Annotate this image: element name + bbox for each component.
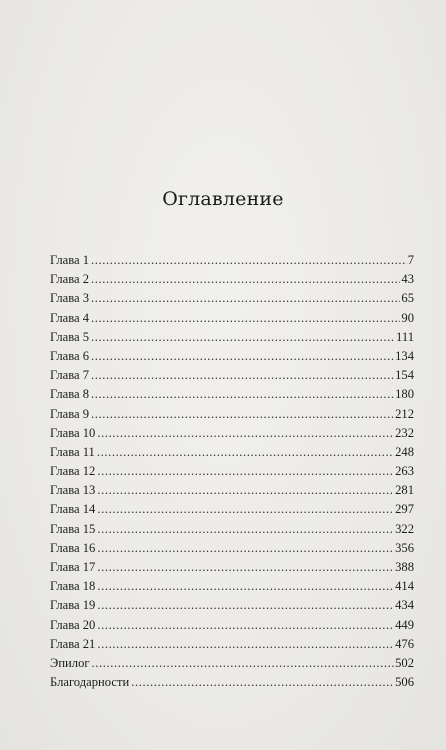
toc-entry xyxy=(50,500,414,519)
toc-entry-label: Глава 20 xyxy=(50,617,96,632)
toc-entry-page-number: 414 xyxy=(395,579,414,594)
toc-entry-page-number: 154 xyxy=(395,368,414,383)
toc-leader-dots xyxy=(97,481,394,500)
toc-entry xyxy=(50,366,414,385)
toc-entry xyxy=(50,596,414,615)
toc-entry-label: Глава 9 xyxy=(50,406,90,421)
toc-leader-dots xyxy=(91,405,394,424)
toc-entry xyxy=(50,443,414,462)
toc-entry xyxy=(50,251,414,270)
toc-entry-page-number: 281 xyxy=(395,483,414,498)
toc-entry xyxy=(50,654,414,673)
toc-entry-label: Глава 21 xyxy=(50,636,96,651)
toc-entry-page-number: 134 xyxy=(395,348,414,363)
toc-entry-label: Глава 1 xyxy=(50,253,90,267)
toc-entry xyxy=(50,347,414,366)
page-title: Оглавление xyxy=(162,188,284,210)
toc-leader-dots xyxy=(97,424,394,443)
toc-entry xyxy=(50,577,414,596)
toc-entry-page-number: 65 xyxy=(401,291,414,306)
toc-leader-dots xyxy=(97,462,394,481)
toc-entry xyxy=(50,481,414,500)
toc-entry-label: Глава 17 xyxy=(50,560,96,574)
toc-leader-dots xyxy=(91,270,400,289)
toc-entry-page-number: 506 xyxy=(395,675,414,690)
toc-entry xyxy=(50,462,414,481)
toc-leader-dots xyxy=(97,577,394,596)
toc-entry-page-number: 388 xyxy=(395,560,414,574)
toc-entry-page-number: 476 xyxy=(395,636,414,651)
toc-entry-page-number: 43 xyxy=(401,272,414,287)
toc-leader-dots xyxy=(92,654,395,673)
table-of-contents xyxy=(50,251,414,692)
toc-entry-label: Глава 18 xyxy=(50,579,96,594)
toc-entry-label: Глава 8 xyxy=(50,387,90,402)
toc-leader-dots xyxy=(97,558,394,577)
toc-entry xyxy=(50,616,414,635)
toc-entry-label: Глава 4 xyxy=(50,310,90,325)
toc-leader-dots xyxy=(91,289,400,308)
toc-entry-page-number: 248 xyxy=(395,444,414,459)
toc-entry-label: Благодарности xyxy=(50,675,130,690)
toc-entry-label: Глава 5 xyxy=(50,329,90,344)
toc-entry xyxy=(50,558,414,577)
toc-entry-page-number: 111 xyxy=(396,329,414,344)
toc-entry xyxy=(50,289,414,308)
toc-entry xyxy=(50,539,414,558)
toc-entry xyxy=(50,405,414,424)
toc-entry-page-number: 434 xyxy=(395,598,414,613)
toc-entry-page-number: 449 xyxy=(395,617,414,632)
toc-entry-label: Глава 14 xyxy=(50,502,96,517)
toc-entry xyxy=(50,309,414,328)
toc-entry-page-number: 7 xyxy=(407,253,414,267)
toc-leader-dots xyxy=(97,635,394,654)
toc-entry-page-number: 180 xyxy=(395,387,414,402)
toc-entry-label: Глава 12 xyxy=(50,464,96,479)
toc-entry-label: Глава 2 xyxy=(50,272,90,287)
toc-entry xyxy=(50,520,414,539)
toc-entry-label: Глава 11 xyxy=(50,444,95,459)
toc-entry xyxy=(50,385,414,404)
toc-entry-page-number: 232 xyxy=(395,425,414,440)
toc-leader-dots xyxy=(97,539,394,558)
toc-entry-label: Глава 3 xyxy=(50,291,90,306)
toc-leader-dots xyxy=(91,251,407,270)
toc-entry-page-number: 90 xyxy=(401,310,414,325)
toc-leader-dots xyxy=(97,500,394,519)
toc-leader-dots xyxy=(91,309,400,328)
toc-entry-page-number: 263 xyxy=(395,464,414,479)
toc-leader-dots xyxy=(97,616,394,635)
toc-entry-page-number: 356 xyxy=(395,540,414,555)
toc-entry-page-number: 212 xyxy=(395,406,414,421)
toc-leader-dots xyxy=(91,347,394,366)
toc-entry xyxy=(50,673,414,692)
toc-leader-dots xyxy=(91,328,395,347)
toc-entry xyxy=(50,328,414,347)
toc-entry-page-number: 502 xyxy=(395,655,414,670)
toc-entry xyxy=(50,424,414,443)
toc-entry-label: Глава 6 xyxy=(50,348,90,363)
toc-entry xyxy=(50,270,414,289)
toc-entry xyxy=(50,635,414,654)
toc-entry-page-number: 322 xyxy=(395,521,414,536)
toc-entry-label: Глава 7 xyxy=(50,368,90,383)
toc-entry-label: Глава 15 xyxy=(50,521,96,536)
toc-leader-dots xyxy=(97,596,394,615)
toc-leader-dots xyxy=(91,385,394,404)
toc-entry-label: Эпилог xyxy=(50,655,90,670)
toc-leader-dots xyxy=(97,520,394,539)
toc-entry-label: Глава 16 xyxy=(50,540,96,555)
toc-entry-label: Глава 13 xyxy=(50,483,96,498)
toc-entry-label: Глава 19 xyxy=(50,598,96,613)
toc-leader-dots xyxy=(91,366,394,385)
toc-entry-label: Глава 10 xyxy=(50,425,96,440)
toc-leader-dots xyxy=(97,443,394,462)
toc-entry-page-number: 297 xyxy=(395,502,414,517)
toc-leader-dots xyxy=(131,673,394,692)
